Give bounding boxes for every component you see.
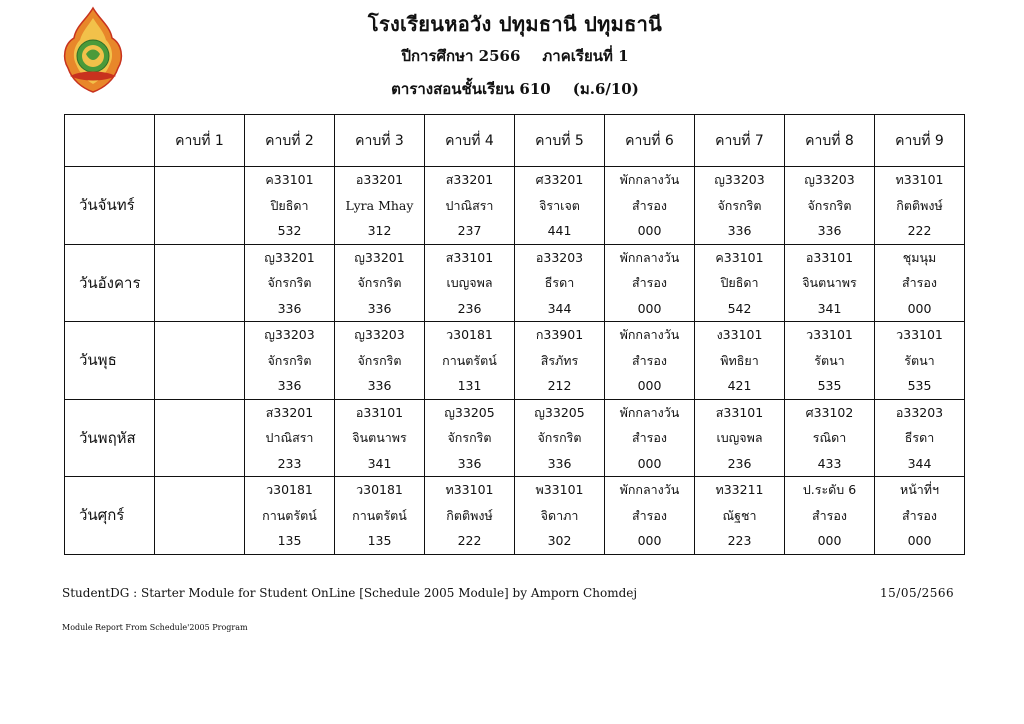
room-number: 336 — [727, 223, 752, 238]
subject-code: ชุมนุม — [902, 249, 937, 265]
schedule-cell — [515, 477, 605, 555]
schedule-cell — [515, 399, 605, 477]
room-number — [155, 373, 244, 399]
schedule-cell — [515, 322, 605, 400]
schedule-cell — [605, 322, 695, 400]
teacher-name: จักรกริต — [357, 352, 402, 368]
room-number: 312 — [367, 223, 392, 238]
school-emblem-logo — [62, 6, 124, 94]
schedule-cell — [245, 399, 335, 477]
subject-code: ง33101 — [716, 327, 763, 342]
schedule-cell — [335, 167, 425, 245]
academic-year: ปีการศึกษา 2566 — [401, 47, 521, 65]
subject-code — [155, 400, 244, 426]
room-number: 000 — [817, 533, 842, 548]
subject-code: ญ33201 — [354, 249, 405, 265]
subject-code: ส33101 — [715, 404, 764, 420]
schedule-cell — [875, 167, 965, 245]
room-number: 000 — [637, 378, 662, 393]
teacher-name: จักรกริต — [807, 197, 852, 213]
teacher-name: ปิยธิดา — [270, 197, 309, 213]
schedule-cell — [515, 167, 605, 245]
schedule-cell — [425, 399, 515, 477]
timetable — [64, 114, 965, 555]
teacher-name — [155, 270, 244, 296]
room-number: 535 — [907, 378, 932, 393]
period-header: คาบที่ 9 — [875, 115, 965, 167]
schedule-cell — [785, 167, 875, 245]
teacher-name: จินตนาพร — [802, 275, 857, 290]
teacher-name: ณัฐชา — [722, 507, 757, 523]
period-header: คาบที่ 4 — [425, 115, 515, 167]
teacher-name: จินตนาพร — [352, 430, 407, 445]
room-number: 336 — [277, 378, 302, 393]
footer-credit: StudentDG : Starter Module for Student OnLine [Schedule 2005 Module] by Amporn Chomdej — [62, 586, 638, 600]
teacher-name: กิตติพงษ์ — [896, 197, 943, 213]
subject-code: หน้าที่ฯ — [899, 482, 940, 497]
teacher-name: สำรอง — [632, 197, 667, 213]
period-header: คาบที่ 7 — [695, 115, 785, 167]
teacher-name: เบญจพล — [716, 430, 763, 445]
teacher-name: จักรกริต — [267, 275, 312, 290]
teacher-name: สำรอง — [632, 275, 667, 290]
teacher-name: สำรอง — [902, 507, 937, 523]
subject-code: อ33203 — [535, 249, 584, 265]
teacher-name: Lyra Mhay — [345, 197, 414, 213]
teacher-name — [155, 503, 244, 529]
schedule-cell — [695, 322, 785, 400]
schedule-cell — [245, 322, 335, 400]
room-number: 223 — [727, 533, 752, 548]
day-label: วันพุธ — [65, 322, 155, 400]
subject-code: ญ33201 — [264, 249, 315, 265]
subject-code — [155, 322, 244, 348]
table-row — [65, 399, 965, 477]
room-number: 212 — [547, 378, 572, 393]
header-corner-cell — [65, 115, 155, 167]
teacher-name: กิตติพงษ์ — [446, 507, 493, 523]
subject-code: ก33901 — [535, 327, 584, 342]
room-number: 236 — [727, 455, 752, 471]
teacher-name: จักรกริต — [717, 197, 762, 213]
period-header: คาบที่ 1 — [155, 115, 245, 167]
teacher-name: จักรกริต — [447, 430, 492, 445]
room-number: 341 — [817, 300, 842, 316]
subject-code: พักกลางวัน — [619, 327, 680, 342]
schedule-cell — [335, 477, 425, 555]
schedule-title-line — [320, 77, 710, 101]
period-header: คาบที่ 2 — [245, 115, 335, 167]
period-header: คาบที่ 8 — [785, 115, 875, 167]
period-header: คาบที่ 5 — [515, 115, 605, 167]
subject-code: ท33211 — [715, 482, 764, 497]
schedule-cell — [515, 244, 605, 322]
schedule-cell — [155, 477, 245, 555]
subject-code: ญ33205 — [444, 404, 495, 420]
teacher-name: รัตนา — [904, 352, 935, 368]
room-number: 532 — [277, 223, 302, 238]
period-header: คาบที่ 3 — [335, 115, 425, 167]
room-number: 302 — [547, 533, 572, 548]
room-number — [155, 218, 244, 244]
schedule-cell — [335, 244, 425, 322]
subject-code: ญ33203 — [264, 327, 315, 342]
subject-code: ว33101 — [806, 327, 853, 342]
teacher-name: พิทธิยา — [720, 352, 759, 368]
table-row — [65, 477, 965, 555]
schedule-cell — [785, 399, 875, 477]
teacher-name: จักรกริต — [267, 352, 312, 368]
schedule-cell — [245, 244, 335, 322]
room-number: 535 — [817, 378, 842, 393]
day-label: วันพฤหัส — [65, 399, 155, 477]
schedule-cell — [605, 477, 695, 555]
day-label: วันศุกร์ — [65, 477, 155, 555]
subject-code: อ33101 — [805, 249, 854, 265]
room-number: 336 — [277, 300, 302, 316]
teacher-name: สิรภัทร — [540, 352, 579, 368]
subject-code: ท33101 — [895, 172, 944, 187]
schedule-cell — [605, 399, 695, 477]
room-number: 000 — [907, 300, 932, 316]
room-number — [155, 296, 244, 322]
schedule-cell — [155, 322, 245, 400]
teacher-name: สำรอง — [632, 507, 667, 523]
subject-code — [155, 245, 244, 271]
period-header: คาบที่ 6 — [605, 115, 695, 167]
schedule-cell — [875, 322, 965, 400]
academic-year-line — [320, 44, 710, 68]
schedule-cell — [605, 167, 695, 245]
teacher-name: ปาณิสรา — [445, 197, 494, 213]
subject-code: พ33101 — [535, 482, 584, 497]
room-number: 000 — [637, 223, 662, 238]
teacher-name: กานตรัตน์ — [262, 507, 317, 523]
schedule-cell — [605, 244, 695, 322]
schedule-cell — [875, 244, 965, 322]
table-row — [65, 167, 965, 245]
subject-code: ส33201 — [445, 172, 494, 187]
subject-code — [155, 167, 244, 193]
schedule-cell — [155, 399, 245, 477]
footer-note: Module Report From Schedule'2005 Program — [62, 623, 248, 632]
teacher-name: สำรอง — [902, 275, 937, 290]
teacher-name: สำรอง — [632, 352, 667, 368]
subject-code: ป.ระดับ 6 — [802, 482, 857, 497]
room-number: 236 — [457, 300, 482, 316]
room-number: 237 — [457, 223, 482, 238]
room-number: 233 — [277, 455, 302, 471]
timetable-header-row — [65, 115, 965, 167]
subject-code — [155, 477, 244, 503]
schedule-cell — [155, 244, 245, 322]
schedule-cell — [875, 477, 965, 555]
subject-code: ว33101 — [896, 327, 943, 342]
room-number — [155, 451, 244, 477]
schedule-cell — [785, 244, 875, 322]
teacher-name: รัตนา — [814, 352, 845, 368]
teacher-name: จักรกริต — [357, 275, 402, 290]
subject-code: อ33203 — [895, 404, 944, 420]
room-number: 000 — [637, 533, 662, 548]
room-number: 222 — [457, 533, 482, 548]
room-number: 131 — [457, 378, 482, 393]
schedule-cell — [785, 477, 875, 555]
room-number: 000 — [637, 455, 662, 471]
room-number: 000 — [907, 533, 932, 548]
schedule-cell — [425, 167, 515, 245]
teacher-name: ปิยธิดา — [720, 275, 759, 290]
room-number: 433 — [817, 455, 842, 471]
teacher-name: ปาณิสรา — [265, 430, 314, 445]
teacher-name — [155, 348, 244, 374]
subject-code: ว30181 — [446, 327, 493, 342]
room-number — [155, 528, 244, 554]
subject-code: ญ33203 — [354, 327, 405, 342]
teacher-name: ธีรดา — [544, 275, 575, 290]
teacher-name: จักรกริต — [537, 430, 582, 445]
teacher-name: จิราเจต — [539, 197, 580, 213]
room-number: 336 — [817, 223, 842, 238]
room-number: 341 — [367, 455, 392, 471]
room-number: 135 — [277, 533, 302, 548]
subject-code: ว30181 — [266, 482, 313, 497]
subject-code: พักกลางวัน — [619, 172, 680, 187]
school-title: โรงเรียนหอวัง ปทุมธานี ปทุมธานี — [367, 12, 663, 36]
teacher-name: สำรอง — [812, 507, 847, 523]
schedule-cell — [695, 167, 785, 245]
table-row — [65, 322, 965, 400]
schedule-cell — [785, 322, 875, 400]
class-code: (ม.6/10) — [572, 80, 639, 98]
day-label: วันจันทร์ — [65, 167, 155, 245]
teacher-name: กานตรัตน์ — [442, 352, 497, 368]
room-number: 336 — [547, 455, 572, 471]
schedule-title: ตารางสอนชั้นเรียน 610 — [391, 80, 551, 98]
subject-code: ญ33203 — [714, 172, 765, 187]
table-row — [65, 244, 965, 322]
teacher-name: ธีรดา — [904, 430, 935, 445]
room-number: 344 — [547, 300, 572, 316]
schedule-cell — [425, 244, 515, 322]
schedule-cell — [335, 399, 425, 477]
schedule-cell — [695, 244, 785, 322]
room-number: 441 — [547, 223, 572, 238]
day-label: วันอังคาร — [65, 244, 155, 322]
room-number: 336 — [367, 300, 392, 316]
semester: ภาคเรียนที่ 1 — [542, 47, 629, 65]
subject-code: ส33101 — [445, 249, 494, 265]
schedule-cell — [425, 322, 515, 400]
room-number: 344 — [907, 455, 932, 471]
schedule-cell — [335, 322, 425, 400]
room-number: 222 — [907, 223, 932, 238]
subject-code: ส33201 — [265, 404, 314, 420]
subject-code: ศ33102 — [805, 404, 854, 420]
schedule-cell — [245, 477, 335, 555]
teacher-name: สำรอง — [632, 430, 667, 445]
subject-code: ญ33203 — [804, 172, 855, 187]
room-number: 336 — [367, 378, 392, 393]
schedule-cell — [695, 477, 785, 555]
subject-code: ค33101 — [715, 249, 764, 265]
teacher-name — [155, 425, 244, 451]
teacher-name: รณิดา — [812, 430, 847, 445]
teacher-name: เบญจพล — [446, 275, 493, 290]
subject-code: ศ33201 — [535, 172, 584, 187]
room-number: 542 — [727, 300, 752, 316]
schedule-cell — [695, 399, 785, 477]
footer-date: 15/05/2566 — [880, 586, 955, 600]
schedule-cell — [425, 477, 515, 555]
room-number: 000 — [637, 300, 662, 316]
room-number: 135 — [367, 533, 392, 548]
subject-code: อ33101 — [355, 404, 404, 420]
teacher-name: จิดาภา — [540, 507, 579, 523]
subject-code: ญ33205 — [534, 404, 585, 420]
schedule-cell — [875, 399, 965, 477]
subject-code: พักกลางวัน — [619, 404, 680, 420]
subject-code: อ33201 — [355, 172, 404, 187]
subject-code: พักกลางวัน — [619, 249, 680, 265]
teacher-name — [155, 193, 244, 219]
room-number: 421 — [727, 378, 752, 393]
room-number: 336 — [457, 455, 482, 471]
schedule-cell — [155, 167, 245, 245]
subject-code: ท33101 — [445, 482, 494, 497]
subject-code: พักกลางวัน — [619, 482, 680, 497]
teacher-name: กานตรัตน์ — [352, 507, 407, 523]
subject-code: ว30181 — [356, 482, 403, 497]
schedule-cell — [245, 167, 335, 245]
subject-code: ค33101 — [265, 172, 314, 187]
